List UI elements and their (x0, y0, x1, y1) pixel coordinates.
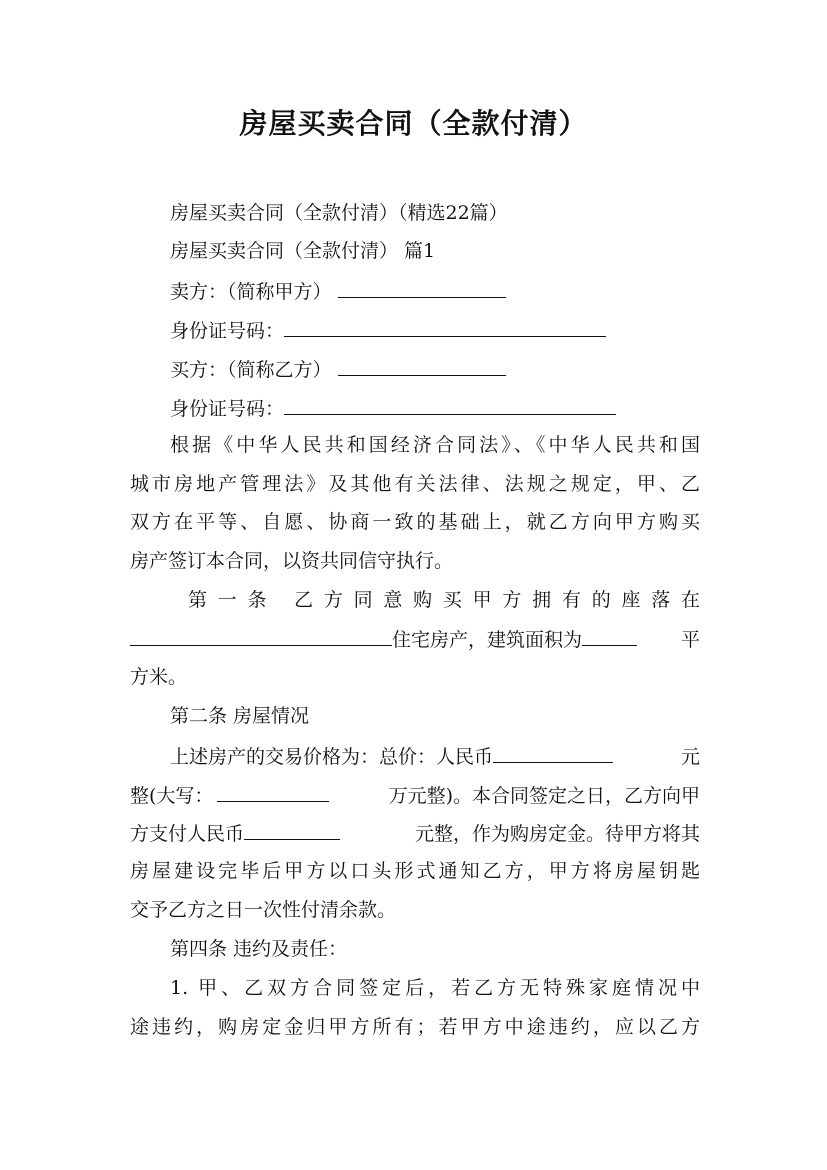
paragraph-line: 途违约，购房定金归甲方所有；若甲方中途违约，应以乙方 (130, 1016, 700, 1038)
paragraph-line: 交予乙方之日一次性付清余款。 (130, 899, 397, 921)
seller-id-blank (284, 316, 606, 337)
area-unit: 平 (680, 629, 700, 651)
deposit-blank (244, 819, 340, 840)
buyer-id-label: 身份证号码： (170, 398, 285, 420)
article-1-line: 方米。 (130, 666, 188, 688)
capital-label: 整(大写： (130, 785, 214, 807)
deposit-label: 方支付人民币 (130, 823, 245, 845)
price-text: 万元整)。本合同签定之日，乙方向甲 (388, 785, 700, 807)
article-2-heading: 第二条 房屋情况 (170, 705, 310, 727)
seller-id-line (170, 316, 606, 344)
buyer-id-line (170, 394, 616, 422)
area-label: 住宅房产，建筑面积为 (392, 629, 583, 651)
buyer-blank (338, 355, 506, 376)
area-blank (582, 625, 637, 646)
price-line (170, 742, 700, 770)
deposit-line (130, 819, 700, 847)
article-1-line (130, 625, 700, 653)
capital-blank (217, 781, 329, 802)
buyer-id-blank (284, 394, 616, 415)
paragraph-line: 1. 甲、乙双方合同签定后，若乙方无特殊家庭情况中 (170, 977, 700, 999)
buyer-line (170, 355, 506, 383)
seller-id-label: 身份证号码： (170, 320, 285, 342)
price-blank (493, 742, 613, 763)
paragraph-line: 房屋建设完毕后甲方以口头形式通知乙方，甲方将房屋钥匙 (130, 860, 700, 882)
paragraph-line: 房产签订本合同，以资共同信守执行。 (130, 550, 454, 572)
deposit-text: 元整，作为购房定金。待甲方将其 (414, 823, 700, 845)
paragraph-line: 根据《中华人民共和国经济合同法》、《中华人民共和国 (170, 434, 700, 456)
subtitle-line: 房屋买卖合同（全款付清）（精选22篇） (170, 202, 508, 224)
seller-label: 卖方：（简称甲方） (170, 281, 332, 303)
price-line (130, 781, 700, 809)
seller-blank (338, 277, 506, 298)
location-blank (130, 625, 392, 646)
document-title: 房屋买卖合同（全款付清） (239, 107, 588, 140)
section-heading: 房屋买卖合同（全款付清） 篇1 (170, 240, 436, 262)
paragraph-line: 双方在平等、自愿、协商一致的基础上，就乙方向甲方购买 (130, 511, 700, 533)
seller-line (170, 277, 506, 305)
paragraph-line: 城市房地产管理法》及其他有关法律、法规之规定，甲、乙 (130, 473, 700, 495)
article-1-line: 第一条 乙方同意购买甲方拥有的座落在 (188, 589, 700, 611)
article-4-heading: 第四条 违约及责任： (170, 938, 348, 960)
buyer-label: 买方：（简称乙方） (170, 359, 332, 381)
price-label: 上述房产的交易价格为：总价：人民币 (170, 746, 494, 768)
price-unit: 元 (680, 746, 700, 768)
